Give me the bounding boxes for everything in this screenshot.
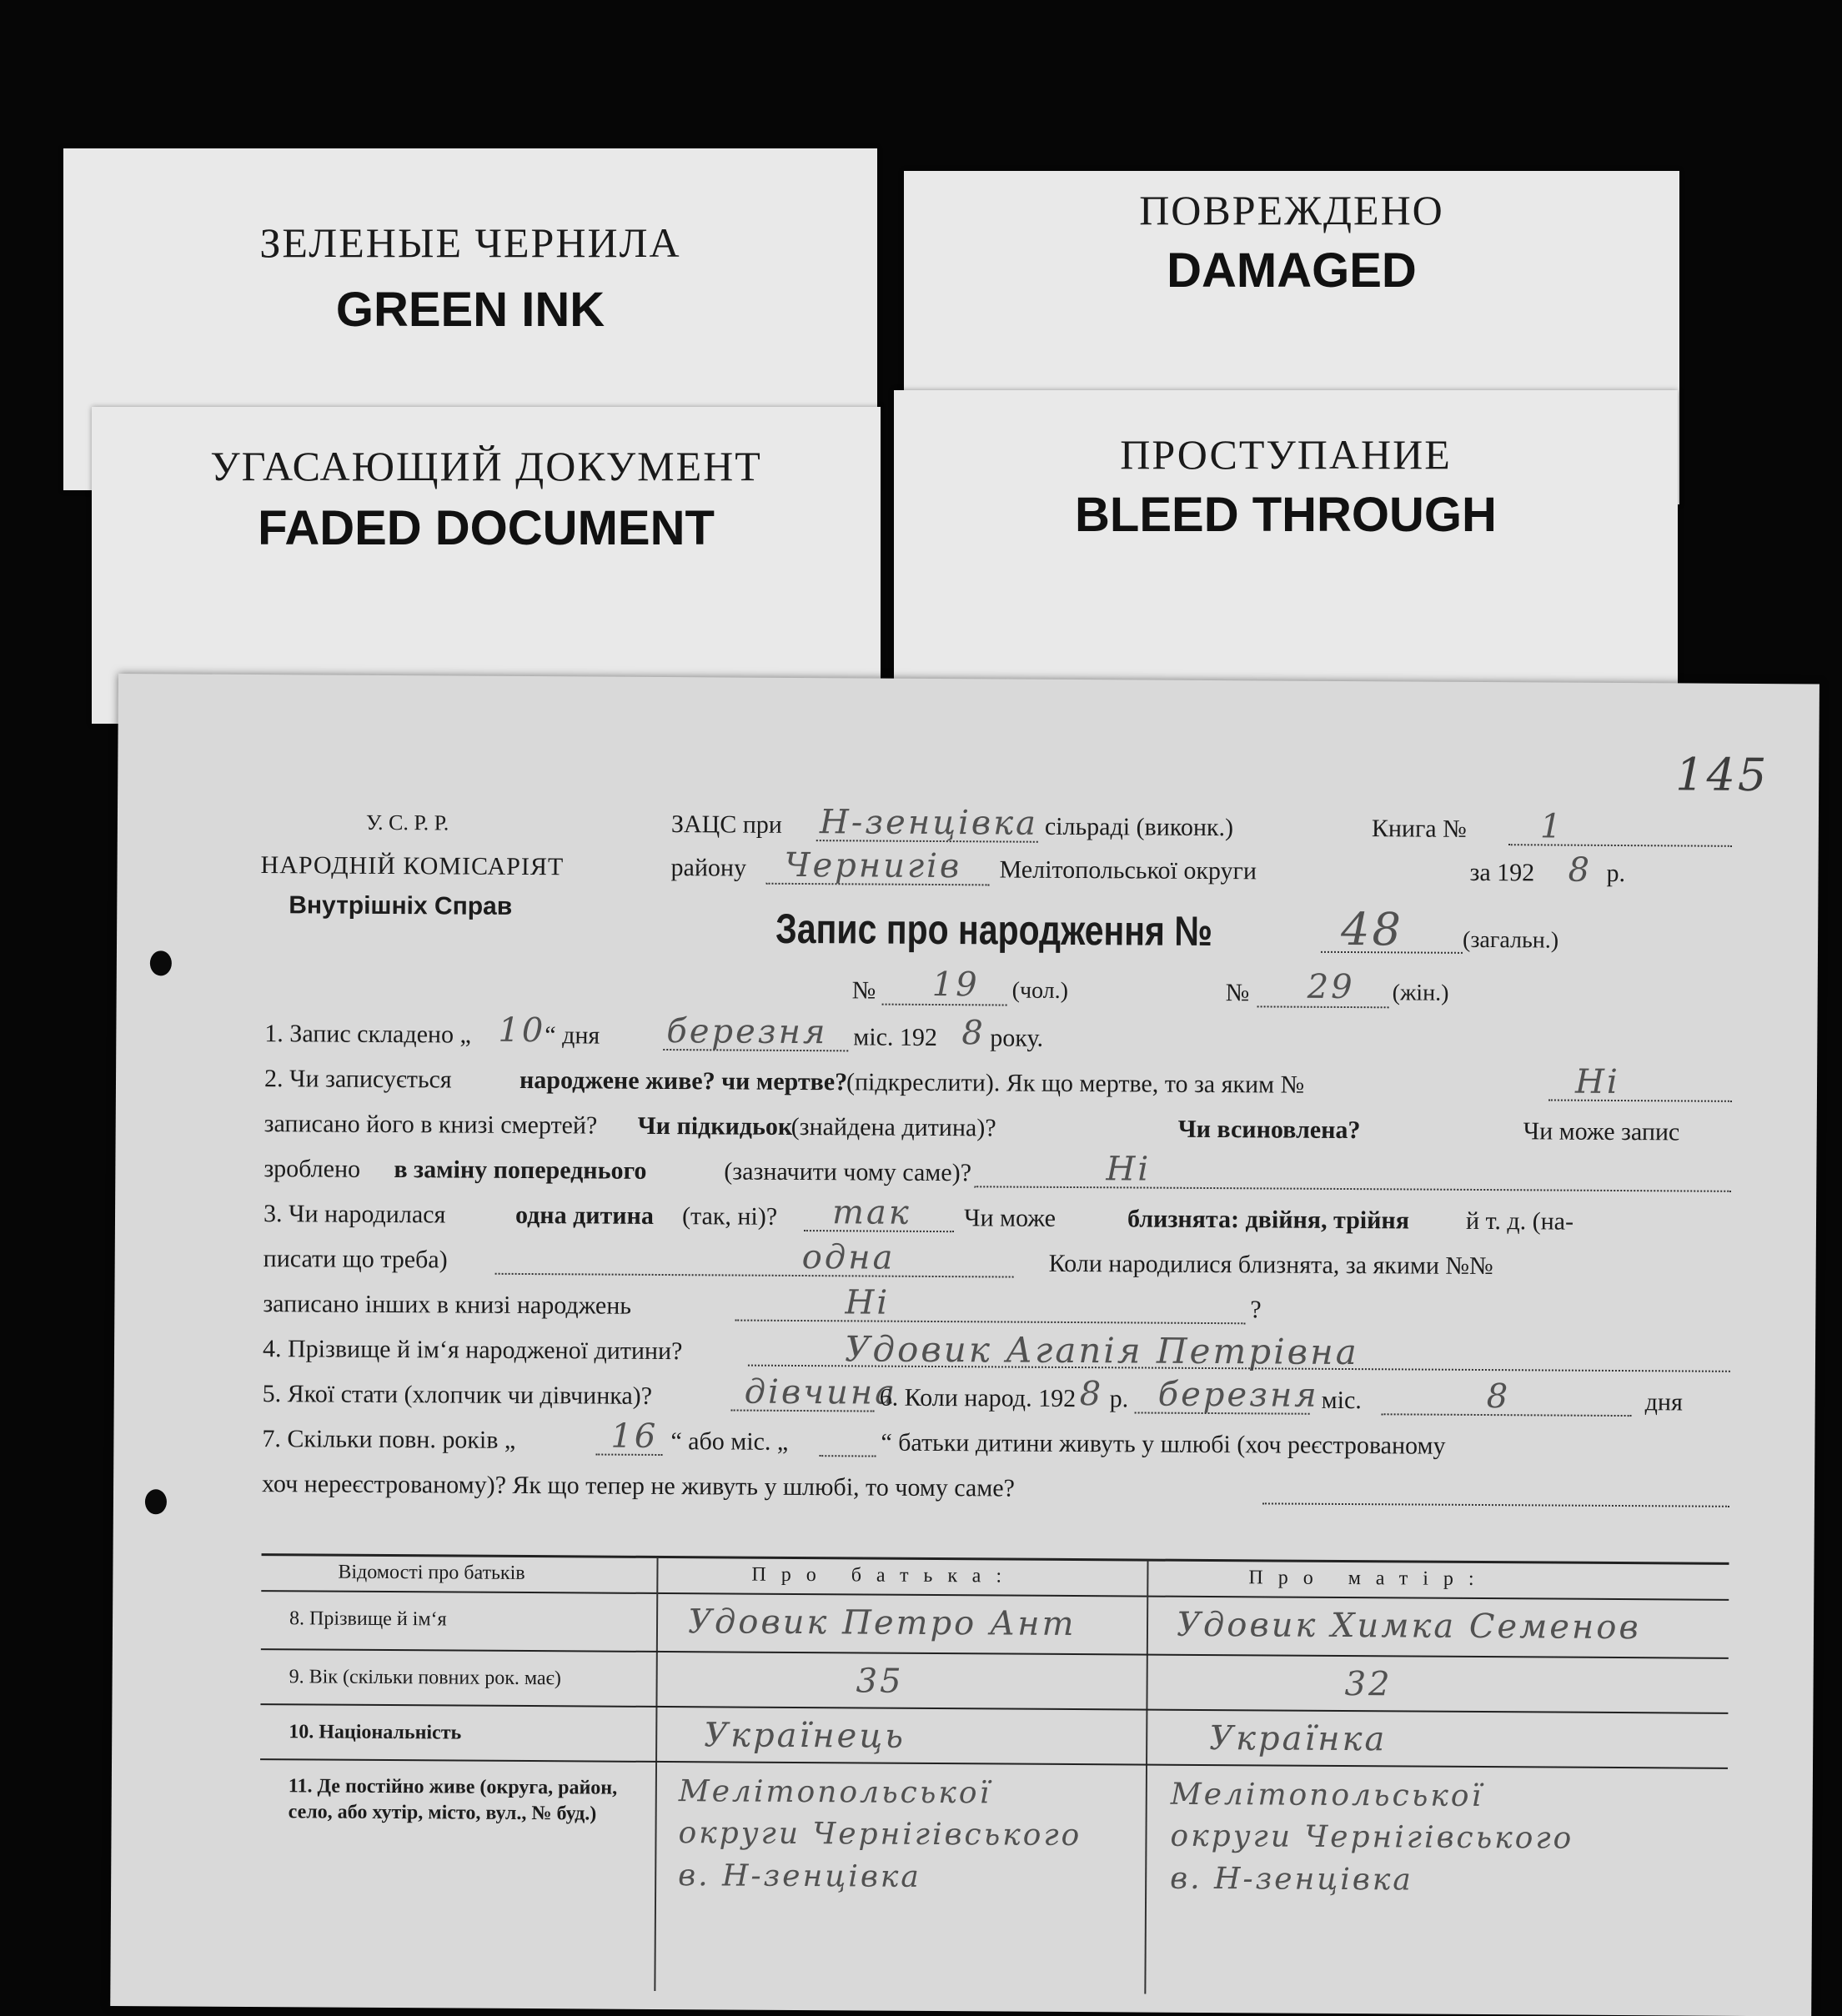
q7-text-c: “ батьки дитини живуть у шлюбі (хоч реєстрованому	[881, 1428, 1446, 1460]
mother-nationality-hw: Українка	[1209, 1719, 1388, 1759]
q3-text-b: одна дитина	[514, 1201, 655, 1230]
female-no-hw: 29	[1307, 967, 1355, 1007]
book-number-hw: 1	[1539, 807, 1564, 846]
male-no-hw: 19	[931, 965, 980, 1005]
q3-text-e: близнята: двійня, трійня	[1127, 1205, 1410, 1235]
q3-text-i: записано інших в книзі народжень	[263, 1290, 632, 1320]
q3-others-line	[735, 1320, 1245, 1325]
year-hw: 8	[1568, 850, 1593, 890]
card-green-ink-en: GREEN INK	[335, 283, 605, 337]
form-title: Запис про народження №	[775, 905, 1213, 955]
table-col-divider-2	[1144, 1561, 1148, 1994]
q2-text-g: Чи всиновлена?	[1177, 1115, 1361, 1145]
table-header-mother: Про матір:	[1248, 1567, 1489, 1591]
row-age-label: 9. Вік (скільки повних рок. має)	[289, 1666, 561, 1690]
q3-twins-line	[495, 1273, 1014, 1278]
child-name-hw: Удовик Агапія Петрівна	[844, 1328, 1359, 1373]
female-no-line	[1257, 1005, 1389, 1008]
card-damaged-ru: ПОВРЕЖДЕНО	[1139, 187, 1444, 233]
year-suffix: р.	[1606, 859, 1626, 888]
q1-text-a: 1. Запис складено „	[264, 1020, 471, 1049]
child-sex-hw: дівчина	[744, 1372, 898, 1412]
q3-text-d: Чи може	[963, 1204, 1057, 1232]
book-line	[1508, 844, 1732, 847]
table-header-parents: Відомості про батьків	[338, 1561, 525, 1584]
mother-residence-hw: Мелітопольської округи Чернігівського в. Н-зенцівка	[1170, 1777, 1574, 1898]
card-bleed-through-en: BLEED THROUGH	[1075, 488, 1497, 542]
table-header-father: Про батька:	[751, 1563, 1017, 1587]
q7-text-d: хоч нереєстрованому)? Як що тепер не живуть у шлюбі, то чому саме?	[261, 1470, 1016, 1502]
year-label: за 192	[1469, 858, 1535, 887]
table-row-rule-1	[261, 1648, 1729, 1659]
q1-month-hw: березня	[666, 1012, 828, 1052]
silradi-label: сільраді (виконк.)	[1044, 812, 1234, 842]
table-header-rule	[261, 1590, 1729, 1601]
q1-month-line	[663, 1049, 848, 1051]
q1-text-c: міс. 192	[853, 1023, 938, 1052]
q4-text: 4. Прізвище й ім‘я народженої дитини?	[262, 1335, 683, 1366]
q2-text-a: 2. Чи записується	[264, 1065, 452, 1094]
zags-label: ЗАЦС при	[670, 810, 782, 839]
header-commissariat: НАРОДНІЙ КОМІСАРІЯТ	[260, 851, 565, 881]
q2-text-d: записано його в книзі смертей?	[264, 1110, 598, 1140]
q6-text-d: дня	[1644, 1388, 1683, 1417]
q6-text-c: міс.	[1321, 1386, 1362, 1415]
q6-text-b: р.	[1109, 1385, 1129, 1413]
marriage-months-line	[819, 1455, 876, 1457]
child-sex-line	[731, 1410, 875, 1412]
q7-text-b: “ або міс. „	[670, 1427, 789, 1456]
q3-single-hw: так	[831, 1193, 911, 1232]
q3-text-h: Коли народилися близнята, за якими №№	[1048, 1249, 1493, 1281]
table-row-rule-2	[260, 1703, 1728, 1714]
rayon-line	[765, 883, 989, 886]
marriage-years-hw: 16	[610, 1417, 659, 1456]
q2-text-j: в заміну попереднього	[394, 1156, 647, 1185]
male-no-label: №	[851, 976, 876, 1005]
q3-text-g: писати що треба)	[263, 1245, 448, 1274]
header-internal-affairs: Внутрішніх Справ	[289, 891, 513, 920]
okrug-label: Мелітопольської округи	[999, 855, 1257, 885]
birth-day-line	[1382, 1413, 1632, 1417]
card-faded-document-ru: УГАСАЮЩИЙ ДОКУМЕНТ	[210, 443, 762, 489]
q2-replace-hw: Ні	[1106, 1150, 1152, 1189]
mother-name-hw: Удовик Химка Семенов	[1176, 1605, 1641, 1647]
zags-village-line	[816, 840, 1038, 843]
general-label: (загальн.)	[1462, 926, 1559, 954]
book-label: Книга №	[1371, 815, 1467, 843]
marriage-years-line	[595, 1454, 662, 1456]
q3-text-a: 3. Чи народилася	[263, 1200, 446, 1229]
q3-others-hw: Ні	[845, 1283, 891, 1322]
q2-text-f: (знайдена дитина)?	[791, 1112, 996, 1142]
card-bleed-through-ru: ПРОСТУПАНИЕ	[1120, 431, 1452, 478]
male-label: (чол.)	[1011, 977, 1069, 1004]
male-no-line	[882, 1004, 1007, 1006]
rayon-hw: Чернигів	[784, 845, 962, 886]
q2-replace-line	[974, 1186, 1731, 1192]
card-bleed-through	[894, 390, 1678, 724]
father-nationality-hw: Українець	[704, 1716, 906, 1756]
mother-age-hw: 32	[1344, 1665, 1393, 1704]
birth-month-hw: березня	[1157, 1375, 1319, 1415]
q7-reason-line	[1262, 1502, 1729, 1507]
father-age-hw: 35	[856, 1662, 904, 1701]
birth-day-hw: 8	[1486, 1377, 1511, 1417]
birth-year-hw: 8	[1079, 1375, 1104, 1414]
card-damaged-en: DAMAGED	[1167, 243, 1417, 298]
q2-text-c: (підкреслити). Як що мертве, то за яким №	[846, 1068, 1305, 1099]
q2-text-i: зроблено	[264, 1155, 361, 1183]
q2-hw: Ні	[1574, 1062, 1620, 1102]
birth-record-form	[110, 674, 1819, 2016]
q3-text-f: й т. д. (на-	[1465, 1206, 1574, 1236]
table-col-divider-1	[654, 1557, 658, 1991]
q3-text-j: ?	[1250, 1296, 1262, 1324]
card-green-ink-ru: ЗЕЛЕНЫЕ ЧЕРНИЛА	[259, 219, 681, 266]
punch-hole-top	[150, 950, 172, 975]
father-name-hw: Удовик Петро Ант	[687, 1602, 1077, 1644]
q3-single-line	[804, 1230, 954, 1232]
record-number-hw: 48	[1340, 902, 1404, 956]
page-number: 145	[1675, 748, 1769, 802]
q6-text-a: 6. Коли народ. 192	[879, 1383, 1077, 1413]
q3-text-c: (так, ні)?	[681, 1202, 778, 1231]
q2-line	[1548, 1099, 1732, 1101]
row-name-label: 8. Прізвище й ім‘я	[289, 1607, 447, 1631]
q1-day-hw: 10	[498, 1011, 546, 1051]
q1-text-d: року.	[990, 1024, 1044, 1052]
rayon-label: району	[670, 854, 747, 882]
q5-text: 5. Якої стати (хлопчик чи дівчинка)?	[262, 1380, 653, 1410]
q2-text-e: Чи підкидьок	[637, 1111, 793, 1141]
q3-twins-hw: одна	[801, 1238, 896, 1277]
table-row-rule-3	[260, 1758, 1728, 1769]
punch-hole-bottom	[145, 1489, 167, 1514]
birth-month-line	[1135, 1412, 1310, 1414]
female-label: (жін.)	[1392, 980, 1449, 1006]
q1-year-hw: 8	[961, 1014, 986, 1053]
female-no-label: №	[1225, 979, 1250, 1007]
row-nationality-label: 10. Національність	[289, 1721, 462, 1744]
header-ussr: У. С. Р. Р.	[365, 810, 449, 835]
card-faded-document-en: FADED DOCUMENT	[258, 501, 715, 555]
q7-text-a: 7. Скільки повн. років „	[262, 1425, 516, 1454]
q2-text-h: Чи може запис	[1523, 1117, 1680, 1146]
zags-village-hw: Н-зенцівка	[819, 803, 1039, 843]
q2-text-k: (зазначити чому саме)?	[724, 1157, 972, 1187]
row-residence-label: 11. Де постійно живе (округа, район, село, або хутір, місто, вул., № буд.)	[288, 1775, 618, 1825]
father-residence-hw: Мелітопольської округи Чернігівського в. Н-зенцівка	[678, 1774, 1082, 1894]
q1-text-b: “ дня	[545, 1021, 600, 1050]
q2-text-b: народжене живе? чи мертве?	[519, 1066, 848, 1096]
